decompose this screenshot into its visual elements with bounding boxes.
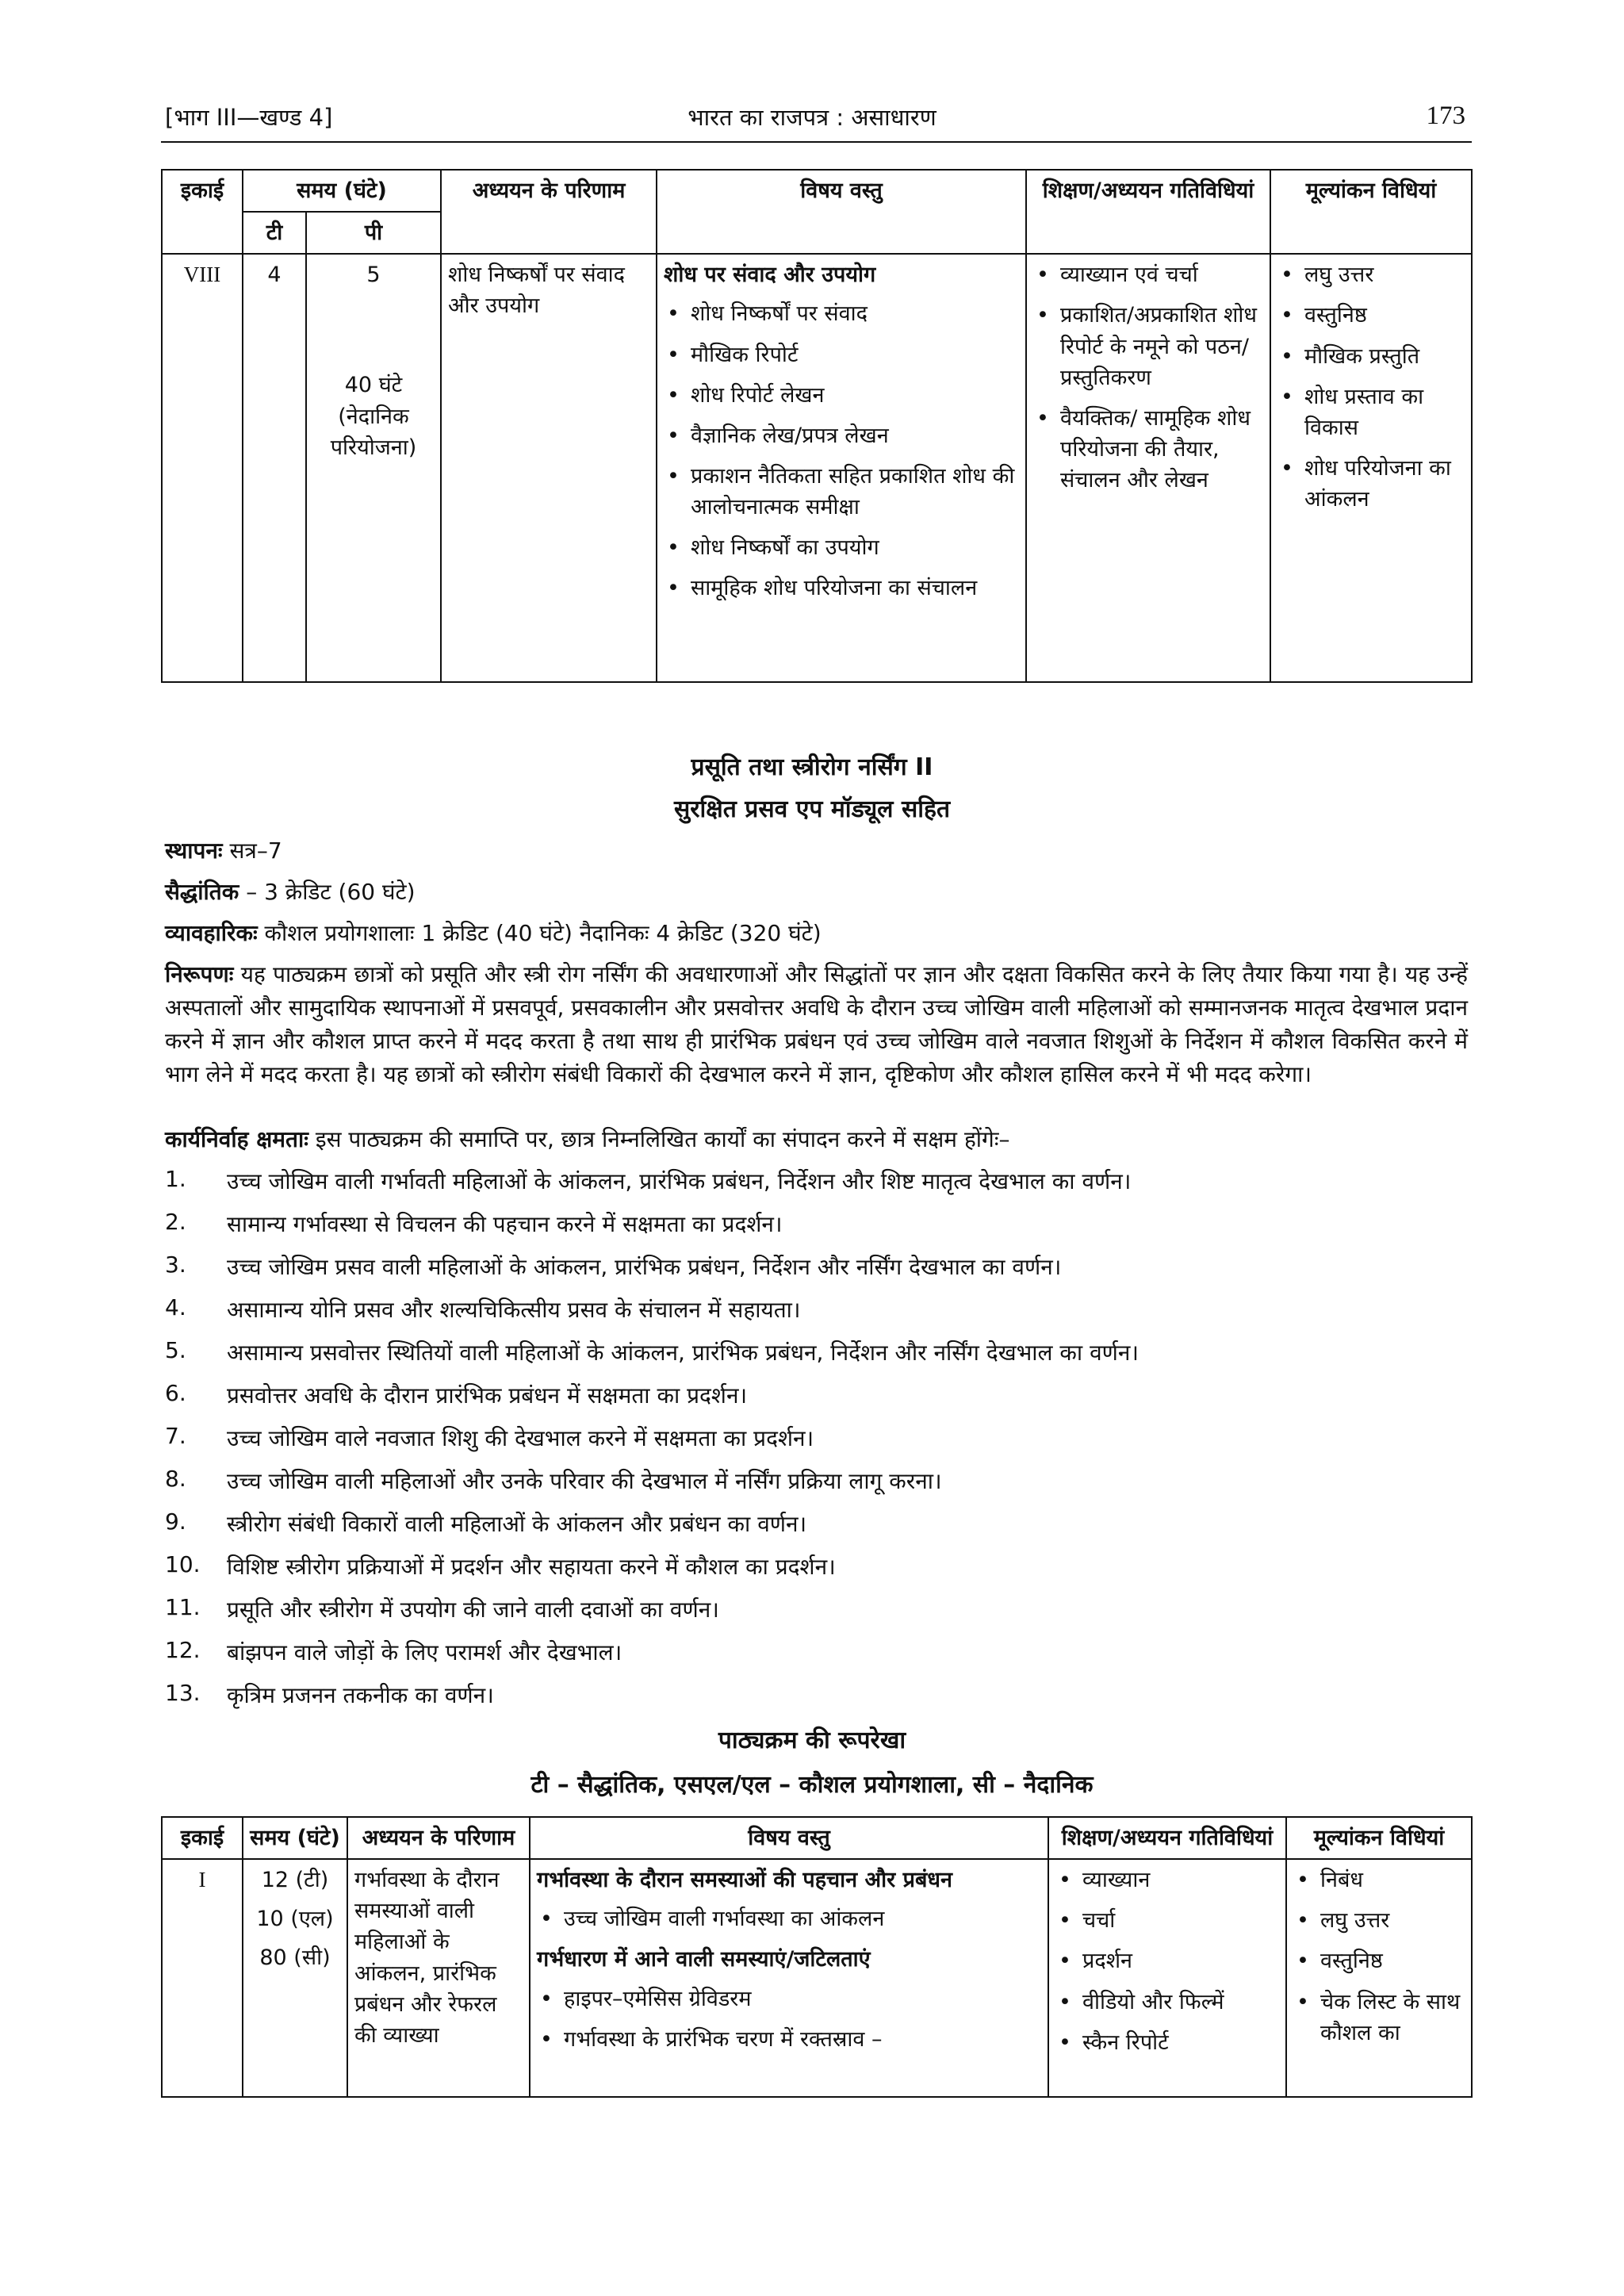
list-item: 9. स्त्रीरोग संबंधी विकारों वाली महिलाओं के आंकलन और प्रबंधन का वर्णन। (165, 1508, 807, 1537)
content-item: • वैज्ञानिक लेख/प्रपत्र लेखन (664, 420, 1019, 451)
activity-item: • वैयक्तिक/ सामूहिक शोध परियोजना की तैयार, संचालन और लेखन (1033, 403, 1263, 496)
course-subtitle: सुरक्षित प्रसव एप मॉड्यूल सहित (673, 795, 951, 823)
table-row (162, 1859, 1472, 2097)
time-p-value: 5 (366, 263, 381, 288)
placement-line (165, 834, 1468, 868)
col-unit: इकाई (162, 1817, 243, 1859)
content-cell (530, 1859, 1048, 2097)
list-item: 2. सामान्य गर्भावस्था से विचलन की पहचान करने में सक्षमता का प्रदर्शन। (165, 1209, 783, 1237)
content-item: • हाइपर–एमेसिस ग्रेविडरम (537, 1984, 1041, 2014)
theory-value: – 3 क्रेडिट (60 घंटे) (246, 879, 416, 905)
list-item: 4. असामान्य योनि प्रसव और शल्यचिकित्सीय प्रसव के संचालन में सहायता। (165, 1294, 801, 1323)
activity-item: • स्कैन रिपोर्ट (1055, 2027, 1279, 2058)
header-page-number: 173 (1426, 102, 1465, 130)
list-item: 5. असामान्य प्रसवोत्तर स्थितियों वाली महिलाओं के आंकलन, प्रारंभिक प्रबंधन, निर्देशन और नर्सिंग देखभाल का वर्णन। (165, 1337, 1139, 1366)
content-title: शोध पर संवाद और उपयोग (664, 263, 876, 288)
activities-cell (1026, 254, 1270, 682)
unit-viii-table (161, 169, 1473, 683)
activity-item: • व्याख्यान (1055, 1865, 1279, 1895)
col-activities: शिक्षण/अध्ययन गतिविधियां (1026, 170, 1270, 254)
col-activities: शिक्षण/अध्ययन गतिविधियां (1048, 1817, 1286, 1859)
content-item: • मौखिक रिपोर्ट (664, 339, 1019, 370)
content-item: • गर्भावस्था के प्रारंभिक चरण में रक्तस्राव – (537, 2024, 1041, 2055)
list-item: 11. प्रसूति और स्त्रीरोग में उपयोग की जाने वाली दवाओं का वर्णन। (165, 1594, 719, 1623)
time-cell (243, 1859, 347, 2097)
col-outcomes: अध्ययन के परिणाम (347, 1817, 530, 1859)
activity-item: • वीडियो और फिल्में (1055, 1987, 1279, 2018)
col-content: विषय वस्तु (657, 170, 1026, 254)
learning-outcome: शोध निष्कर्षों पर संवाद और उपयोग (441, 254, 657, 682)
col-content: विषय वस्तु (530, 1817, 1048, 1859)
table-header-row (162, 1817, 1472, 1859)
list-item: 1. उच्च जोखिम वाली गर्भावती महिलाओं के आंकलन, प्रारंभिक प्रबंधन, निर्देशन और शिष्ट मातृत्व देखभाल का वर्णन। (165, 1166, 1132, 1194)
list-item: 12. बांझपन वाले जोड़ों के लिए परामर्श और देखभाल। (165, 1637, 622, 1665)
evaluation-cell (1270, 254, 1472, 682)
theory-line (165, 876, 1468, 909)
time-lab: 10 (एल) (256, 1907, 334, 1932)
placement-label: स्थापनः (165, 838, 223, 864)
col-outcomes: अध्ययन के परिणाम (441, 170, 657, 254)
evaluation-item: • वस्तुनिष्ठ (1277, 300, 1465, 331)
evaluation-item: • वस्तुनिष्ठ (1293, 1945, 1465, 1976)
header-gazette-title: भारत का राजपत्र : असाधारण (688, 104, 936, 131)
content-item: • सामूहिक शोध परियोजना का संचालन (664, 573, 1019, 604)
list-item: 13. कृत्रिम प्रजनन तकनीक का वर्णन। (165, 1680, 494, 1708)
outline-title: पाठ्यक्रम की रूपरेखा (718, 1727, 906, 1754)
col-time-p: पी (306, 212, 441, 254)
evaluation-item: • शोध प्रस्ताव का विकास (1277, 381, 1465, 443)
outline-legend: टी – सैद्धांतिक, एसएल/एल – कौशल प्रयोगशाला, सी – नैदानिक (530, 1771, 1094, 1799)
content-item: • शोध निष्कर्षों का उपयोग (664, 532, 1019, 563)
list-item: 7. उच्च जोखिम वाले नवजात शिशु की देखभाल करने में सक्षमता का प्रदर्शन। (165, 1423, 814, 1451)
list-item: 6. प्रसवोत्तर अवधि के दौरान प्रारंभिक प्रबंधन में सक्षमता का प्रदर्शन। (165, 1380, 748, 1409)
header-part-label: [भाग III—खण्ड 4] (165, 104, 333, 131)
col-unit: इकाई (162, 170, 243, 254)
evaluation-item: • निबंध (1293, 1865, 1465, 1895)
activity-item: • चर्चा (1055, 1905, 1279, 1936)
competency-line (165, 1123, 1468, 1156)
col-time-t: टी (243, 212, 306, 254)
evaluation-item: • लघु उत्तर (1293, 1905, 1465, 1936)
competency-intro: इस पाठ्यक्रम की समाप्ति पर, छात्र निम्नलिखित कार्यों का संपादन करने में सक्षम होंगेः– (315, 1126, 1010, 1152)
activity-item: • व्याख्यान एवं चर्चा (1033, 259, 1263, 290)
content-item: • प्रकाशन नैतिकता सहित प्रकाशित शोध की आलोचनात्मक समीक्षा (664, 461, 1019, 523)
time-p-cell (306, 254, 441, 682)
list-item: 3. उच्च जोखिम प्रसव वाली महिलाओं के आंकलन, प्रारंभिक प्रबंधन, निर्देशन और नर्सिंग देखभाल का वर्णन। (165, 1251, 1062, 1280)
col-time: समय (घंटे) (243, 1817, 347, 1859)
evaluation-item: • मौखिक प्रस्तुति (1277, 341, 1465, 372)
evaluation-cell (1286, 1859, 1472, 2097)
content-item: • शोध निष्कर्षों पर संवाद (664, 298, 1019, 329)
content-cell (657, 254, 1026, 682)
unit-number: VIII (162, 254, 243, 682)
activity-item: • प्रकाशित/अप्रकाशित शोध रिपोर्ट के नमूने को पठन/ प्रस्तुतिकरण (1033, 300, 1263, 393)
placement-value: सत्र–7 (229, 838, 282, 864)
description-label: निरूपणः (165, 961, 234, 987)
practical-label: व्यावहारिकः (165, 920, 258, 946)
col-time: समय (घंटे) (243, 170, 441, 212)
header-rule (161, 141, 1472, 143)
list-item: 10. विशिष्ट स्त्रीरोग प्रक्रियाओं में प्रदर्शन और सहायता करने में कौशल का प्रदर्शन। (165, 1551, 836, 1580)
table-row (162, 254, 1472, 682)
content-item: • शोध रिपोर्ट लेखन (664, 380, 1019, 411)
list-item: 8. उच्च जोखिम वाली महिलाओं और उनके परिवार की देखभाल में नर्सिंग प्रक्रिया लागू करना। (165, 1466, 942, 1494)
evaluation-item: • शोध परियोजना का आंकलन (1277, 453, 1465, 515)
content-title: गर्भधारण में आने वाली समस्याएं/जटिलताएं (537, 1947, 871, 1972)
time-theory: 12 (टी) (261, 1868, 329, 1893)
activities-cell (1048, 1859, 1286, 2097)
content-title: गर्भावस्था के दौरान समस्याओं की पहचान और प्रबंधन (537, 1868, 952, 1893)
competency-label: कार्यनिर्वाह क्षमताः (165, 1126, 308, 1152)
practical-value: कौशल प्रयोगशालाः 1 क्रेडिट (40 घंटे) नैदानिकः 4 क्रेडिट (320 घंटे) (264, 920, 822, 946)
description-paragraph (165, 958, 1468, 1091)
clinical-project-hours: 40 घंटे (नेदानिक परियोजना) (330, 373, 417, 460)
competency-list (165, 1166, 1465, 1723)
practical-line (165, 917, 1468, 950)
evaluation-item: • लघु उत्तर (1277, 259, 1465, 290)
time-clinical: 80 (सी) (259, 1945, 331, 1971)
activity-item: • प्रदर्शन (1055, 1945, 1279, 1976)
theory-label: सैद्धांतिक (165, 879, 239, 905)
col-evaluation: मूल्यांकन विधियां (1270, 170, 1472, 254)
unit-i-table (161, 1816, 1473, 2098)
course-title: प्रसूति तथा स्त्रीरोग नर्सिंग II (691, 753, 933, 781)
evaluation-item: • चेक लिस्ट के साथ कौशल का (1293, 1987, 1465, 2049)
description-text: यह पाठ्यक्रम छात्रों को प्रसूति और स्त्री रोग नर्सिंग की अवधारणाओं और सिद्धांतों पर ज्ञान और दक्षता विकसित करने के लिए तैयार किया गया है। यह उन्हें अस्पतालों और सामुदायिक स्थापनाओं में प्रसवपूर्व, प्रसवकालीन और प्रसवोत्तर अवधि के दौरान उच्च जोखिम वाली महिलाओं को सम्मानजनक मातृत्व देखभाल प्रदान करने में ज्ञान और कौशल प्राप्त करने में मदद करता है तथा साथ ही प्रारंभिक प्रबंधन एवं उच्च जोखिम वाले नवजात शिशुओं के निर्देशन में कौशल विकसित करने में भाग लेने में मदद करता है। यह छात्रों को स्त्रीरोग संबंधी विकारों की देखभाल करने में ज्ञान, दृष्टिकोण और कौशल हासिल करने में भी मदद करेगा। (165, 961, 1468, 1087)
col-evaluation: मूल्यांकन विधियां (1286, 1817, 1472, 1859)
table-header-row (162, 170, 1472, 212)
learning-outcome: गर्भावस्था के दौरान समस्याओं वाली महिलाओं के आंकलन, प्रारंभिक प्रबंधन और रेफरल की व्याख्या (347, 1859, 530, 2097)
content-item: • उच्च जोखिम वाली गर्भावस्था का आंकलन (537, 1903, 1041, 1934)
time-t-value: 4 (243, 254, 306, 682)
unit-number: I (162, 1859, 243, 2097)
